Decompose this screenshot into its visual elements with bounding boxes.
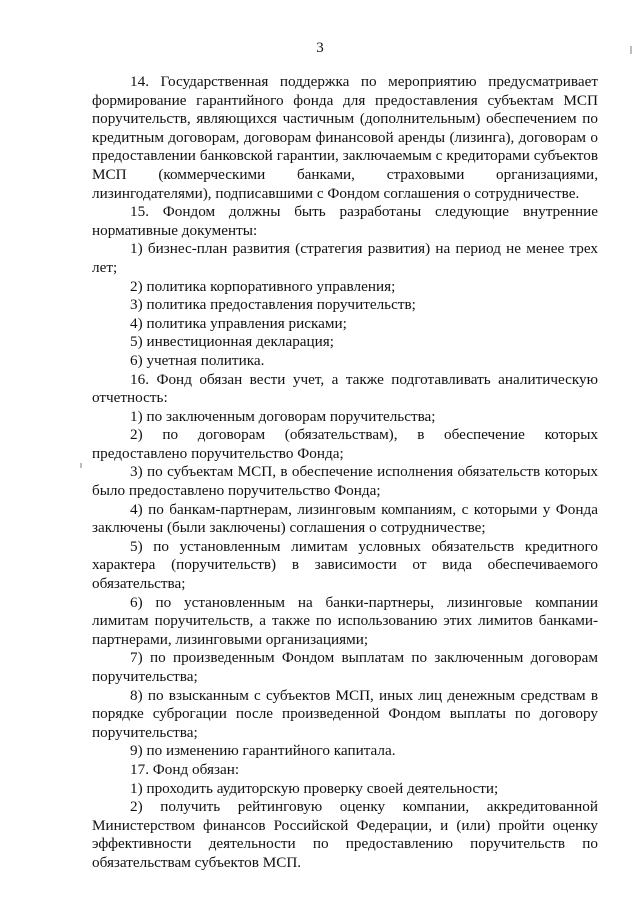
scan-artifact-mark [80,463,82,468]
list-item: 3) политика предоставления поручительств; [130,296,416,314]
document-body [92,73,598,873]
page-number: 3 [316,40,324,56]
list-item: 5) инвестиционная декларация; [130,333,335,351]
list-item: 6) учетная политика. [130,351,265,369]
list-item: 9) по изменению гарантийного капитала. [130,742,396,760]
list-item: 3) по субъектам МСП, в обеспечение исполнения обязательств которых было предоставлено поручительство Фонда; [92,463,598,500]
list-item: 1) по заключенным договорам поручительства; [130,407,436,425]
list-item: 8) по взысканным с субъектов МСП, иных лиц денежным средствам в порядке суброгации после произведенной Фондом выплаты по договору поручительства; [92,686,598,741]
list-item: 1) бизнес-план развития (стратегия развития) на период не менее трех лет; [92,240,598,276]
paragraph: 17. Фонд обязан: [130,760,240,778]
list-item: 2) получить рейтинговую оценку компании, аккредитованной Министерством финансов Российской Федерации, и (или) пройти оценку эффективности деятельности по предоставлению поручительств по обязательствам субъектов МСП. [92,798,598,871]
list-item: 2) по договорам (обязательствам), в обеспечение которых предоставлено поручительство Фонда; [92,426,598,462]
list-item: 2) политика корпоративного управления; [130,277,396,295]
list-item: 4) по банкам-партнерам, лизинговым компаниям, с которыми у Фонда заключены (были заключены) соглашения о сотрудничестве; [92,500,598,537]
scan-artifact-mark [630,46,632,54]
list-item: 7) по произведенным Фондом выплатам по заключенным договорам поручительства; [92,649,598,685]
paragraph: 16. Фонд обязан вести учет, а также подготавливать аналитическую отчетность: [92,370,598,407]
paragraph: 15. Фондом должны быть разработаны следующие внутренние нормативные документы: [92,203,598,239]
list-item: 1) проходить аудиторскую проверку своей деятельности; [130,779,499,797]
paragraph: 14. Государственная поддержка по мероприятию предусматривает формирование гарантийного фонда для предоставления субъектам МСП поручительств, являющихся частичным (дополнительным) обеспечением по кредитным договорам, договорам финансовой аренды (лизинга), договорам о предоставлении банковской гарантии, заключаемым с кредиторами субъектов МСП (коммерческими банками, страховыми организациями, лизингодателями), подписавшими с Фондом соглашения о сотрудничестве. [92,73,598,202]
list-item: 6) по установленным на банки-партнеры, лизинговые компании лимитам поручительств, а также по использованию этих лимитов банками-партнерами, лизинговыми организациями; [92,593,598,648]
list-item: 4) политика управления рисками; [130,314,347,332]
list-item: 5) по установленным лимитам условных обязательств кредитного характера (поручительств) в зависимости от вида обеспечиваемого обязательства; [92,537,598,593]
